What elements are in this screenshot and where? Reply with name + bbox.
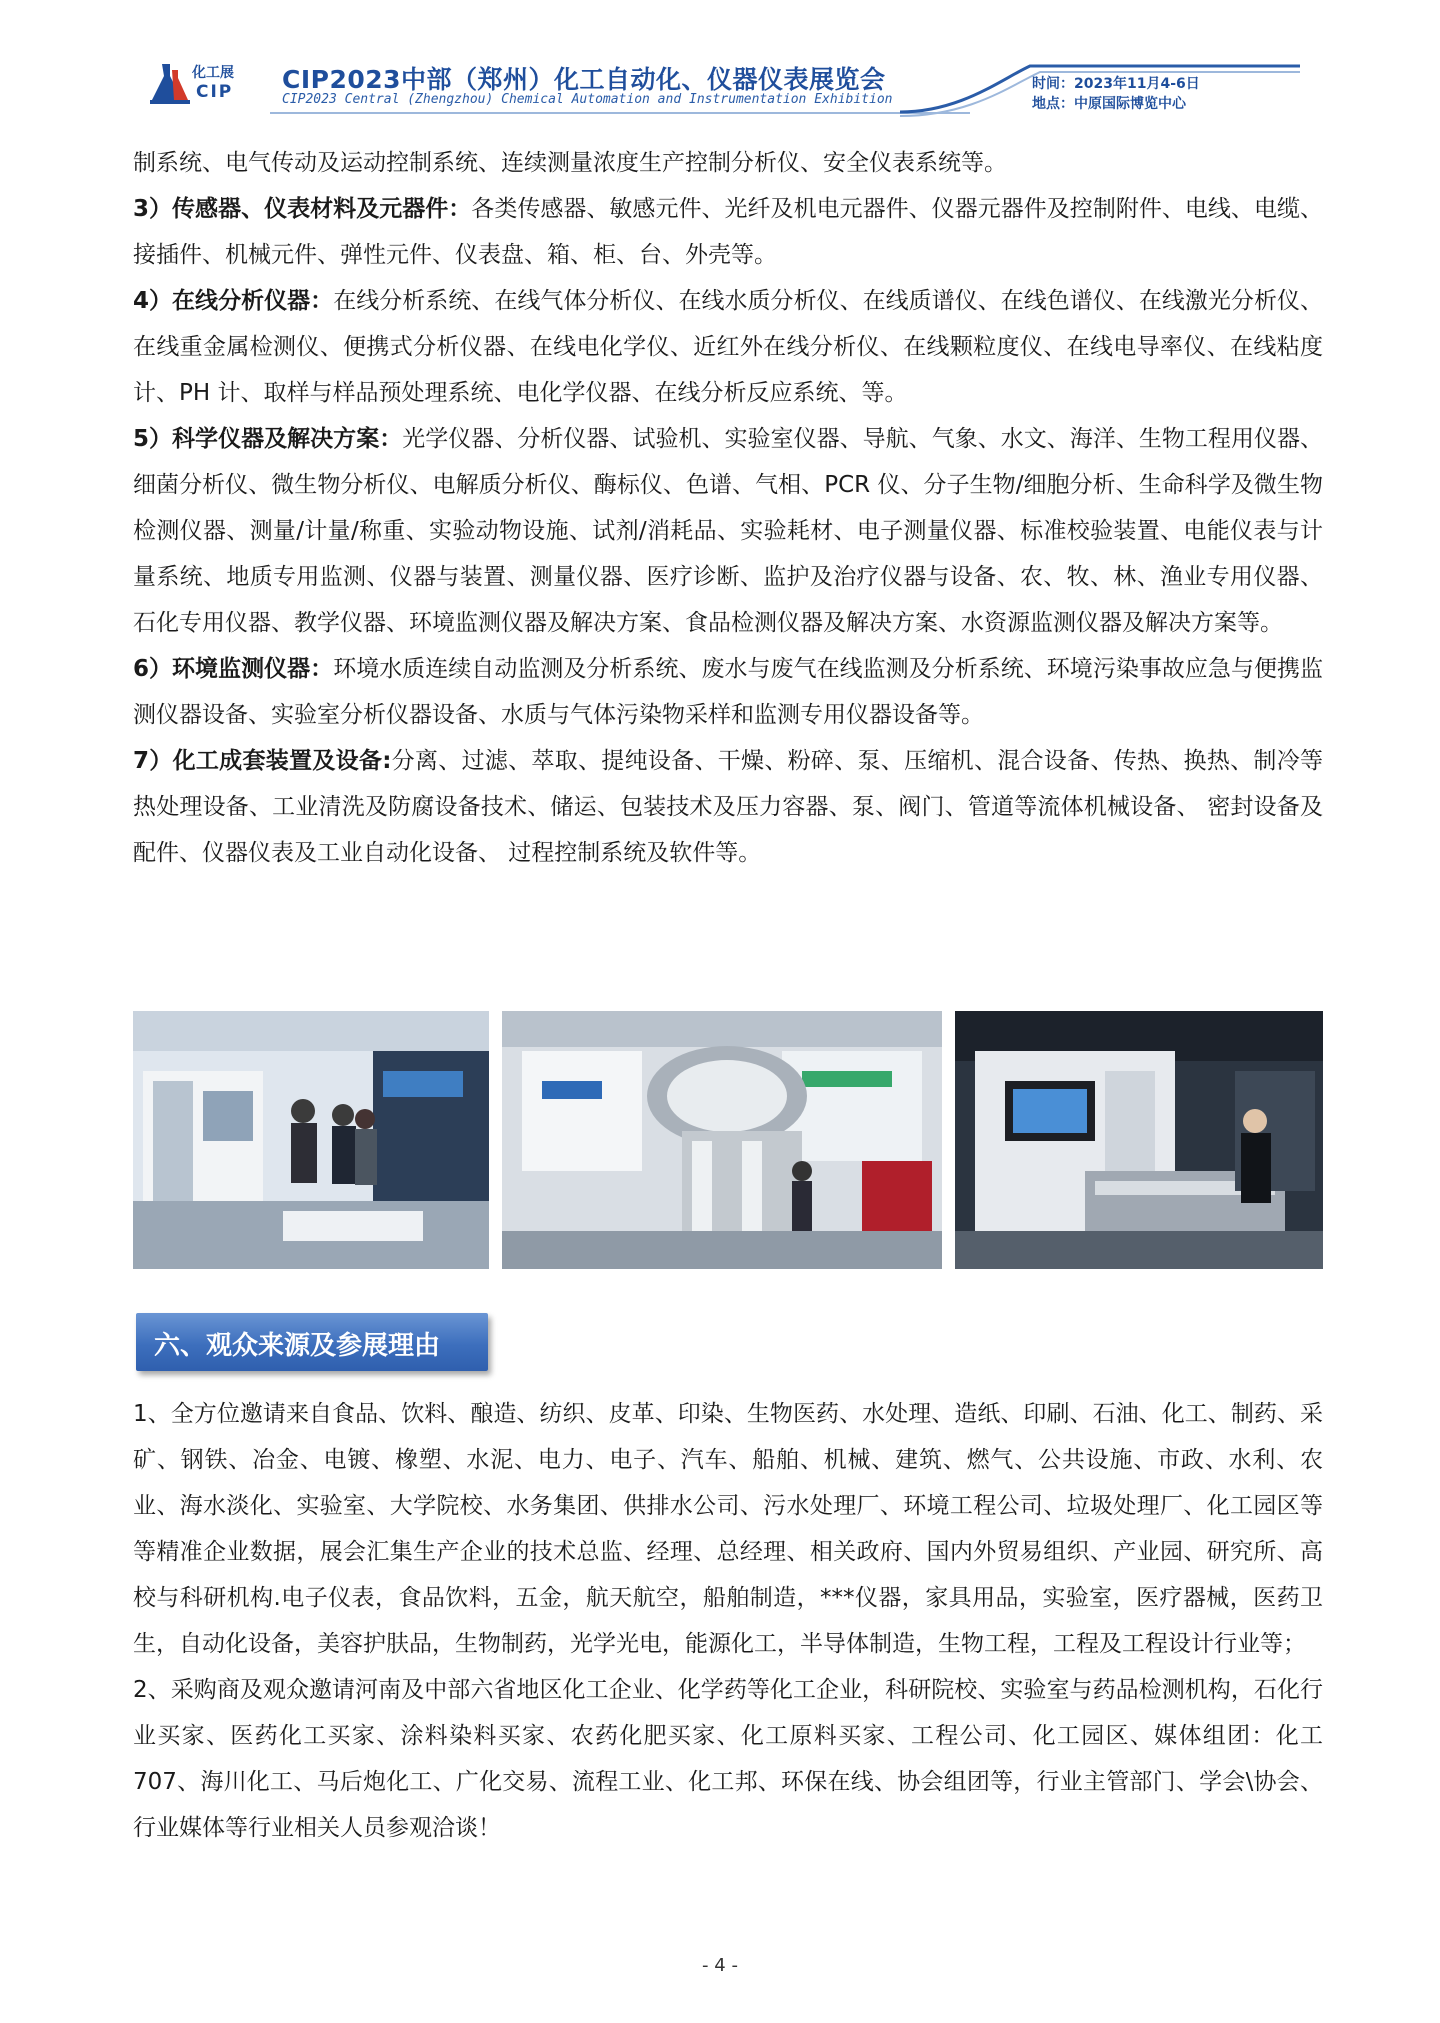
logo-text-en: CIP — [196, 82, 234, 102]
exhibition-title-en: CIP2023 Central (Zhengzhou) Chemical Automation and Instrumentation Exhibition — [282, 92, 893, 107]
category-paragraph — [133, 278, 1323, 416]
logo-text-cn: 化工展 — [192, 65, 234, 81]
exhibition-photo-steel-equipment — [502, 1011, 942, 1269]
exhibit-categories — [133, 140, 1323, 876]
category-label: 4）在线分析仪器： — [133, 288, 334, 314]
category-paragraph — [133, 646, 1323, 738]
exhibition-place: 地点：中原国际博览中心 — [1032, 96, 1186, 112]
category-label: 7）化工成套装置及设备: — [133, 748, 392, 774]
section-heading — [136, 1313, 488, 1371]
audience-paragraph: 2、采购商及观众邀请河南及中部六省地区化工企业、化学药等化工企业，科研院校、实验室与药品检测机构，石化行业买家、医药化工买家、涂料染料买家、农药化肥买家、化工原料买家、工程公司、化工园区、媒体组团：化工 707、海川化工、马后炮化工、广化交易、流程工业、化工邦、环保在线、协会组团等，行业主管部门、学会\协会、行业媒体等行业相关人员参观洽谈！ — [133, 1677, 1323, 1841]
page-header — [0, 0, 1440, 130]
category-label: 5）科学仪器及解决方案： — [133, 426, 403, 452]
section-title: 六、观众来源及参展理由 — [154, 1331, 441, 1361]
exhibition-photos — [133, 1011, 1323, 1269]
exhibition-photo-machinery — [955, 1011, 1323, 1269]
category-text: 分离、过滤、萃取、提纯设备、干燥、粉碎、泵、压缩机、混合设备、传热、换热、制冷等热处理设备、工业清洗及防腐设备技术、储运、包装技术及压力容器、泵、阀门、管道等流体机械设备、 密封设备及配件、仪器仪表及工业自动化设备、 过程控制系统及软件等。 — [133, 748, 1324, 866]
header-divider — [270, 112, 970, 114]
exhibition-time: 时间：2023年11月4-6日 — [1032, 76, 1200, 92]
category-paragraph — [133, 738, 1323, 876]
exhibition-title-cn: CIP2023中部（郑州）化工自动化、仪器仪表展览会 — [282, 65, 886, 94]
category-paragraph: 制系统、电气传动及运动控制系统、连续测量浓度生产控制分析仪、安全仪表系统等。 — [133, 150, 1007, 176]
category-label: 3）传感器、仪表材料及元器件： — [133, 196, 472, 222]
cip-logo — [148, 60, 253, 108]
category-text: 各类传感器、敏感元件、光纤及机电元器件、仪器元器件及控制附件、电线、电缆、接插件、机械元件、弹性元件、仪表盘、箱、柜、台、外壳等。 — [133, 196, 1323, 268]
category-text: 光学仪器、分析仪器、试验机、实验室仪器、导航、气象、水文、海洋、生物工程用仪器、细菌分析仪、微生物分析仪、电解质分析仪、酶标仪、色谱、气相、PCR 仪、分子生物/细胞分析、生命科学及微生物检测仪器、测量/计量/称重、实验动物设施、试剂/消耗品、实验耗材、电子测量仪器、标准校验装置、电能仪表与计量系统、地质专用监测、仪器与装置、测量仪器、医疗诊断、监护及治疗仪器与设备、农、牧、林、渔业专用仪器、石化专用仪器、教学仪器、环境监测仪器及解决方案、食品检测仪器及解决方案、水资源监测仪器及解决方案等。 — [133, 426, 1324, 636]
audience-section — [133, 1391, 1323, 1851]
category-paragraph — [133, 416, 1323, 646]
flask-logo-icon — [148, 60, 192, 108]
category-label: 6）环境监测仪器： — [133, 656, 334, 682]
category-text: 在线分析系统、在线气体分析仪、在线水质分析仪、在线质谱仪、在线色谱仪、在线激光分析仪、在线重金属检测仪、便携式分析仪器、在线电化学仪、近红外在线分析仪、在线颗粒度仪、在线电导率仪、在线粘度计、PH 计、取样与样品预处理系统、电化学仪器、在线分析反应系统、等。 — [133, 288, 1323, 406]
exhibition-photo-lab-equipment — [133, 1011, 489, 1269]
page-number: - 4 - — [702, 1955, 738, 1976]
audience-paragraph: 1、全方位邀请来自食品、饮料、酿造、纺织、皮革、印染、生物医药、水处理、造纸、印刷、石油、化工、制药、采矿、钢铁、冶金、电镀、橡塑、水泥、电力、电子、汽车、船舶、机械、建筑、燃气、公共设施、市政、水利、农业、海水淡化、实验室、大学院校、水务集团、供排水公司、污水处理厂、环境工程公司、垃圾处理厂、化工园区等等精准企业数据，展会汇集生产企业的技术总监、经理、总经理、相关政府、国内外贸易组织、产业园、研究所、高校与科研机构.电子仪表，食品饮料，五金，航天航空，船舶制造，***仪器，家具用品，实验室，医疗器械，医药卫生，自动化设备，美容护肤品，生物制药，光学光电，能源化工，半导体制造，生物工程，工程及工程设计行业等； — [133, 1401, 1323, 1657]
category-text: 环境水质连续自动监测及分析系统、废水与废气在线监测及分析系统、环境污染事故应急与便携监测仪器设备、实验室分析仪器设备、水质与气体污染物采样和监测专用仪器设备等。 — [133, 656, 1323, 728]
category-paragraph — [133, 186, 1323, 278]
